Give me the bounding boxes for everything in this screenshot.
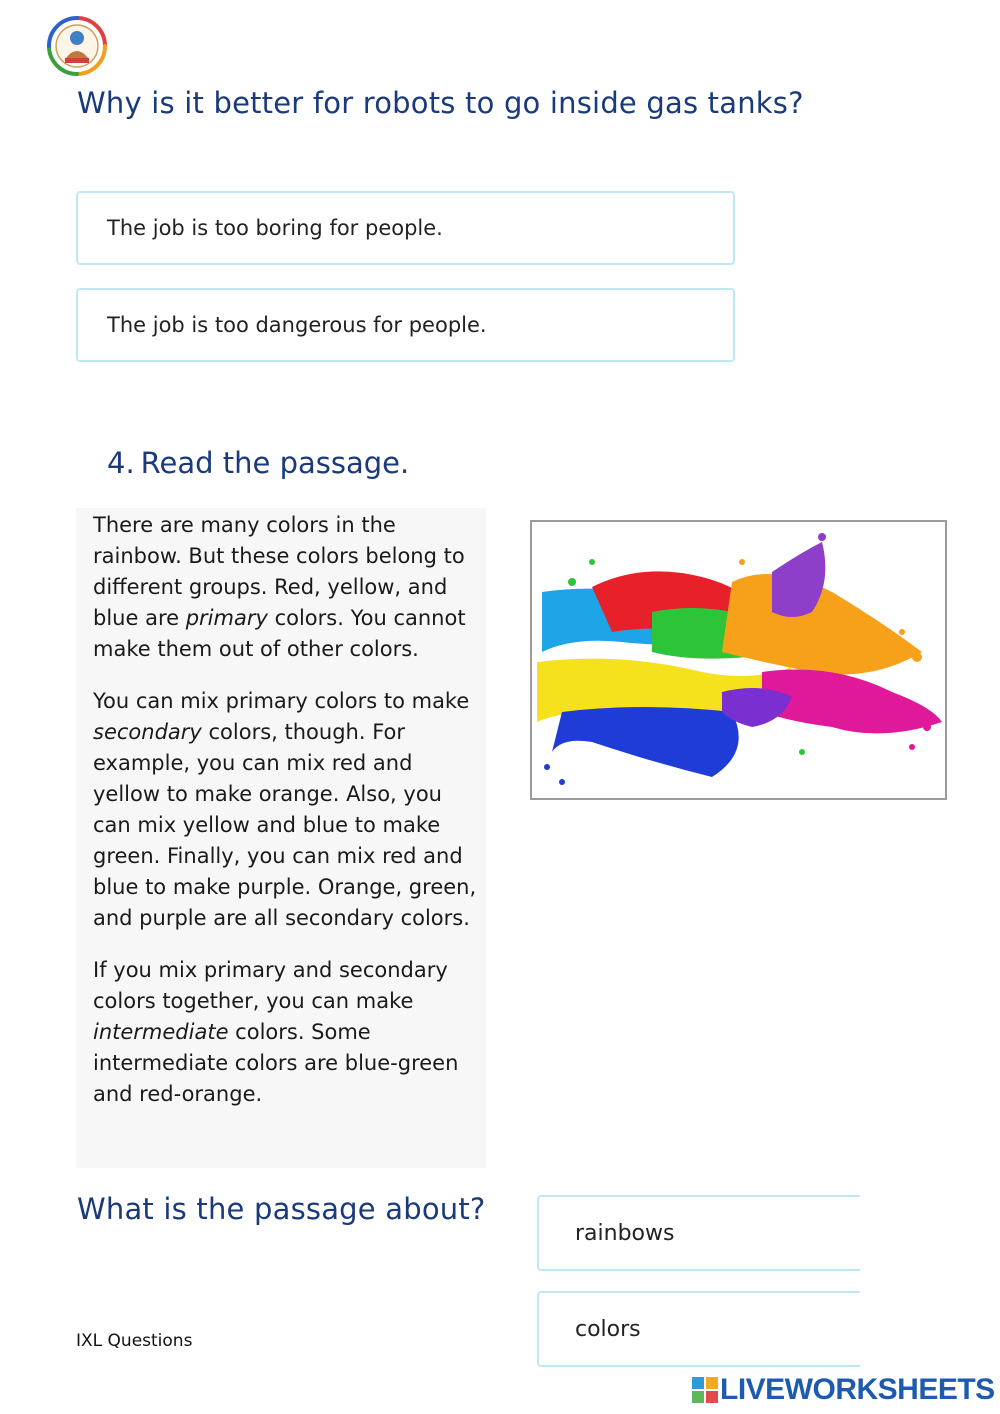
passage-text: colors. Some intermediate colors are blue-green and red-orange. — [93, 1020, 459, 1106]
passage-emphasis: intermediate — [93, 1020, 229, 1044]
passage-text: There are many colors in the rainbow. But these colors belong to different groups. Red, yellow, and blue are — [93, 513, 465, 630]
passage-emphasis: primary — [185, 606, 268, 630]
answer-option-label: The job is too dangerous for people. — [107, 313, 487, 337]
liveworksheets-brand — [692, 1374, 995, 1406]
passage-text: You can mix primary colors to make — [93, 689, 470, 713]
reading-passage — [76, 508, 486, 1168]
passage-emphasis: secondary — [93, 720, 202, 744]
answer-option-dangerous[interactable] — [76, 288, 735, 362]
answer-option-colors[interactable] — [537, 1291, 860, 1367]
answer-option-boring[interactable] — [76, 191, 735, 265]
passage-paragraph-3 — [93, 955, 480, 1110]
answer-option-rainbows[interactable] — [537, 1195, 860, 1271]
question-2-text: What is the passage about? — [77, 1192, 486, 1226]
paint-splash-image — [530, 520, 947, 800]
passage-text: If you mix primary and secondary colors together, you can make — [93, 958, 448, 1013]
passage-text: colors, though. For example, you can mix red and yellow to make orange. Also, you can mix yellow and blue to make green. Finally, you can mix red and blue to make purple. Orange, green, and purple are all secondary colors. — [93, 720, 477, 930]
section-number: 4. — [107, 446, 135, 480]
passage-paragraph-1 — [93, 510, 480, 665]
brand-name: LIVEWORKSHEETS — [720, 1373, 995, 1406]
answer-option-label: rainbows — [575, 1220, 675, 1246]
answer-option-label: colors — [575, 1316, 641, 1342]
footer-note: IXL Questions — [76, 1331, 193, 1351]
section-title: Read the passage. — [140, 446, 410, 480]
school-logo — [44, 14, 110, 78]
answer-option-label: The job is too boring for people. — [107, 216, 443, 240]
question-1-text: Why is it better for robots to go inside gas tanks? — [77, 86, 804, 120]
liveworksheets-logo-icon — [692, 1377, 718, 1403]
section-heading — [107, 446, 409, 480]
passage-text: colors. You cannot make them out of other colors. — [93, 606, 466, 661]
passage-paragraph-2 — [93, 686, 480, 934]
